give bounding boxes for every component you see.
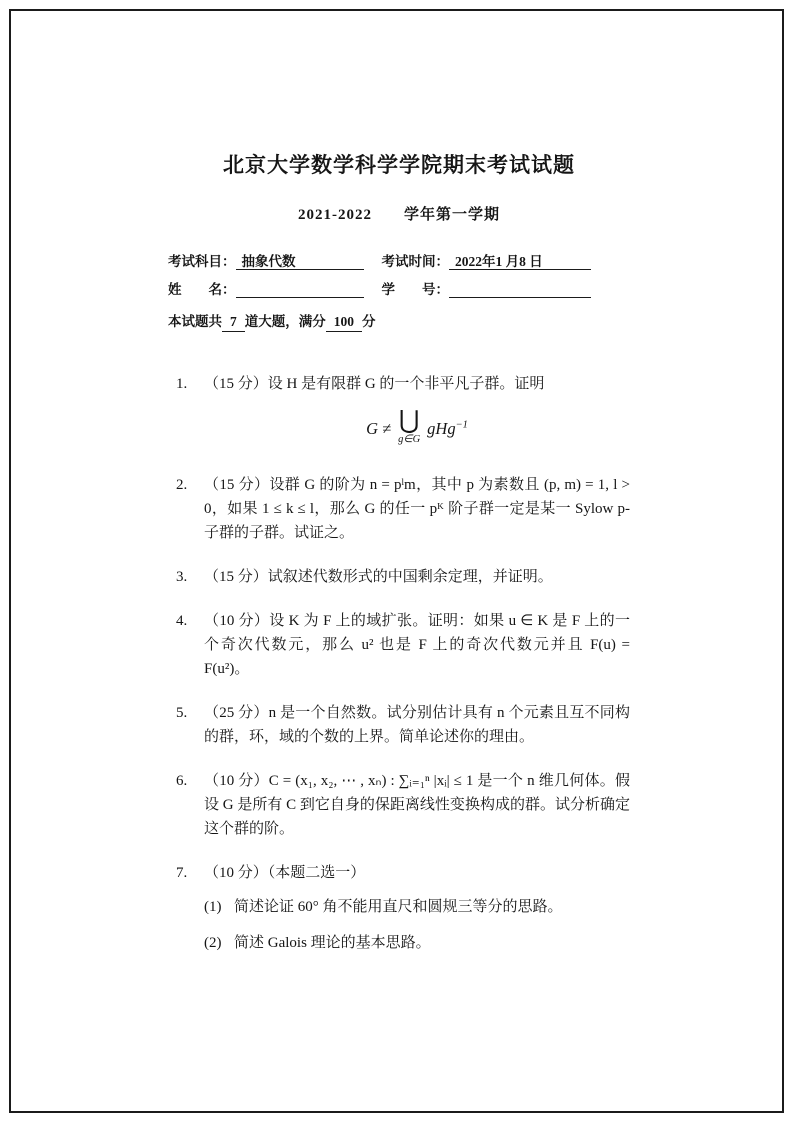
subject-label: 考试科目： [168, 254, 236, 270]
union-symbol: ⋃ [398, 407, 420, 435]
exam-time-value-field: 2022年1 月8 日 [449, 253, 591, 270]
form-row-name-id [168, 278, 630, 298]
summary-suffix: 分 [362, 314, 376, 330]
question-5 [176, 701, 630, 749]
exam-info-form [168, 250, 630, 298]
name-label: 姓 名： [168, 282, 236, 298]
formula-exponent: −1 [455, 419, 468, 430]
question-7 [176, 861, 630, 967]
question-text: （15 分）设 H 是有限群 G 的一个非平凡子群。证明 [204, 376, 545, 393]
sub-question-text: 简述论证 60° 角不能用直尺和圆规三等分的思路。 [234, 899, 563, 916]
total-score: 100 [326, 314, 362, 332]
exam-time-label: 考试时间： [381, 254, 449, 270]
sub-question-list [204, 895, 630, 955]
question-number: 1. [176, 376, 188, 393]
question-number: 5. [176, 705, 188, 722]
question-text: （15 分）设群 G 的阶为 n = pˡm，其中 p 为素数且 (p, m) = 1, l > 0，如果 1 ≤ k ≤ l，那么 G 的任一 pᴷ 阶子群一定是某一 Sylow p-子群的子群。试证之。 [204, 477, 630, 542]
question-number: 3. [176, 569, 188, 586]
question-text: （10 分）设 K 为 F 上的域扩张。证明：如果 u ∈ K 是 F 上的一个奇次代数元，那么 u² 也是 F 上的奇次代数元并且 F(u) = F(u²)。 [204, 613, 630, 678]
question-text: （10 分）C = (x₁, x₂, ⋯ , xₙ) : ∑ᵢ₌₁ⁿ |xᵢ| ≤ 1 是一个 n 维几何体。假设 G 是所有 C 到它自身的保距离线性变换构成的群。试分析确定这个群的阶。 [204, 773, 630, 838]
page-title: 北京大学数学科学学院期末考试试题 [223, 154, 575, 177]
formula-lhs: G ≠ [366, 418, 392, 438]
question-2 [176, 473, 630, 545]
sub-question-text: 简述 Galois 理论的基本思路。 [234, 935, 431, 952]
student-id-blank-field [449, 281, 591, 298]
question-6 [176, 769, 630, 841]
formula-body [427, 416, 468, 442]
question-1 [176, 372, 630, 453]
formula-q1 [204, 408, 630, 449]
formula-term: gHg [427, 418, 456, 438]
question-body [204, 372, 630, 453]
term-line: 2021-2022 学年第一学期 [298, 207, 500, 224]
summary-line [168, 310, 630, 332]
summary-prefix: 本试题共 [168, 314, 222, 330]
subject-value-field: 抽象代数 [236, 253, 364, 270]
question-number: 7. [176, 865, 188, 882]
question-text: （10 分）（本题二选一） [204, 865, 366, 882]
union-operator [398, 408, 420, 449]
question-count: 7 [222, 314, 245, 332]
question-text: （15 分）试叙述代数形式的中国剩余定理，并证明。 [204, 569, 553, 586]
sub-question-label: (2) [204, 935, 222, 952]
form-row-subject-time [168, 250, 630, 270]
question-number: 6. [176, 773, 188, 790]
sub-question-label: (1) [204, 899, 222, 916]
question-body [204, 861, 630, 967]
question-list [168, 372, 630, 967]
exam-content [168, 152, 630, 987]
union-subscript: g∈G [398, 434, 421, 446]
sub-question-1 [204, 895, 630, 919]
sub-question-2 [204, 931, 630, 955]
question-number: 4. [176, 613, 188, 630]
question-text: （25 分）n 是一个自然数。试分别估计具有 n 个元素且互不同构的群，环，域的个数的上界。简单论述你的理由。 [204, 705, 630, 746]
name-blank-field [236, 281, 364, 298]
question-3 [176, 565, 630, 589]
student-id-label: 学 号： [381, 282, 449, 298]
summary-middle: 道大题，满分 [244, 314, 326, 330]
question-number: 2. [176, 477, 188, 494]
question-4 [176, 609, 630, 681]
